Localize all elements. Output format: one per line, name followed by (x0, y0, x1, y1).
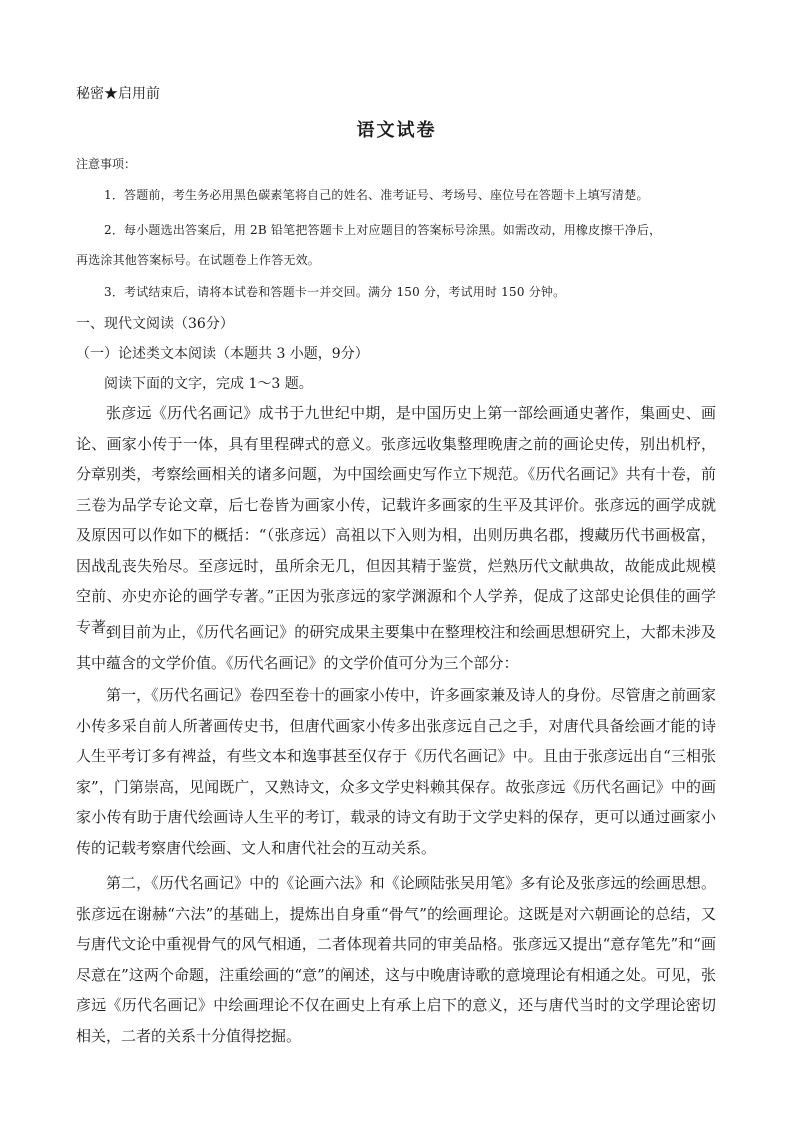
page-title: 语文试卷 (356, 120, 437, 141)
notice-item-3: 3．考试结束后，请将本试卷和答题卡一并交回。满分 150 分，考试用时 150 分钟。 (104, 285, 566, 299)
subsection-heading: （一）论述类文本阅读（本题共 3 小题，9分） (76, 346, 369, 362)
secret-mark: 秘密★启用前 (76, 86, 160, 102)
notice-item-2: 2．每小题选出答案后，用 2B 铅笔把答题卡上对应题目的答案标号涂黑。如需改动，用橡皮擦干净后， (104, 223, 662, 237)
section-heading: 一、现代文阅读（36分） (76, 316, 234, 332)
passage-paragraph-4: 第二，《历代名画记》中的《论画六法》和《论顾陆张吴用笔》多有论及张彦远的绘画思想。张彦远在谢赫“六法”的基础上，提炼出自身重“骨气”的绘画理论。这既是对六朝画论的总结，又与唐代文论中重视骨气的风气相通，二者体现着共同的审美品格。张彦远又提出“意存笔先”和“画尽意在”这两个命题，注重绘画的“意”的阐述，这与中晚唐诗歌的意境理论有相通之处。可见，张彦远《历代名画记》中绘画理论不仅在画史上有承上启下的意义，还与唐代当时的文学理论密切相关，二者的关系十分值得挖掘。 (76, 874, 716, 1045)
passage-paragraph-1: 张彦远《历代名画记》成书于九世纪中期，是中国历史上第一部绘画通史著作，集画史、画论、画家小传于一体，具有里程碑式的意义。张彦远收集整理晚唐之前的画论史传，别出机杼，分章别类，考察绘画相关的诸多问题，为中国绘画史写作立下规范。《历代名画记》共有十卷，前三卷为品学专论文章，后七卷皆为画家小传，记载许多画家的生平及其评价。张彦远的画学成就及原因可以作如下的概括：“（张彦远）高祖以下入则为相，出则历典名郡，搜藏历代书画极富，因战乱丧失殆尽。至彦远时，虽所余无几，但因其精于鉴赏，烂熟历代文献典故，故能成此规模空前、亦史亦论的画学专著。”正因为张彦远的家学渊源和个人学养，促成了这部史论俱佳的画学专著。 (76, 404, 716, 636)
notice-heading: 注意事项： (76, 157, 137, 171)
reading-instruction: 阅读下面的文字，完成 1～3 题。 (104, 376, 313, 392)
notice-item-1: 1．答题前，考生务必用黑色碳素笔将自己的姓名、准考证号、考场号、座位号在答题卡上填写清楚。 (104, 188, 649, 202)
passage-paragraph-2: 到目前为止，《历代名画记》的研究成果主要集中在整理校注和绘画思想研究上，大都未涉及其中蕴含的文学价值。《历代名画记》的文学价值可分为三个部分： (76, 623, 716, 672)
notice-item-2-cont: 再选涂其他答案标号。在试题卷上作答无效。 (76, 253, 321, 267)
passage-paragraph-3: 第一，《历代名画记》卷四至卷十的画家小传中，许多画家兼及诗人的身份。尽管唐之前画家小传多采自前人所著画传史书，但唐代画家小传多出张彦远自己之手，对唐代具备绘画才能的诗人生平考订多有裨益，有些文本和逸事甚至仅存于《历代名画记》中。且由于张彦远出自“三相张家”，门第崇高，见闻既广，又熟诗文，众多文学史料赖其保存。故张彦远《历代名画记》中的画家小传有助于唐代绘画诗人生平的考订，载录的诗文有助于文学史料的保存，更可以通过画家小传的记载考察唐代绘画、文人和唐代社会的互动关系。 (76, 686, 716, 857)
